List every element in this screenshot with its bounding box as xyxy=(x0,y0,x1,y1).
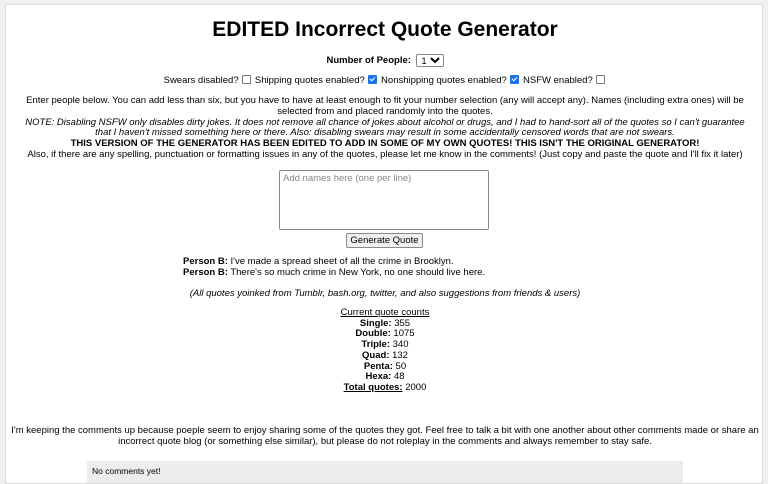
instructions xyxy=(20,96,750,161)
page-title: EDITED Incorrect Quote Generator xyxy=(212,18,558,41)
quote-text: There's so much crime in New York, no one should live here. xyxy=(227,267,486,278)
count-value: 48 xyxy=(393,371,405,383)
people-count-select[interactable] xyxy=(416,54,444,67)
generate-quote-button[interactable]: Generate Quote xyxy=(346,233,423,248)
count-value: 50 xyxy=(395,360,407,372)
quote-speaker: Person B: xyxy=(183,267,228,278)
options-row xyxy=(6,75,763,87)
nsfw-label: NSFW enabled? xyxy=(523,75,593,86)
count-value: 355 xyxy=(394,317,411,329)
total-value: 2000 xyxy=(405,381,427,393)
people-count-label: Number of People: xyxy=(326,55,411,67)
count-total-row xyxy=(6,383,763,394)
names-input[interactable] xyxy=(279,170,489,230)
total-label: Total quotes: xyxy=(343,381,403,393)
people-count-row xyxy=(6,54,763,67)
no-comments-text: No comments yet! xyxy=(92,466,161,476)
nonshipping-label: Nonshipping quotes enabled? xyxy=(381,75,507,86)
count-value: 340 xyxy=(392,339,409,351)
nsfw-checkbox[interactable] xyxy=(596,75,605,84)
comments-section xyxy=(87,461,683,484)
count-value: 1075 xyxy=(393,328,415,340)
shipping-checkbox[interactable] xyxy=(368,75,377,84)
count-label: Penta: xyxy=(363,360,393,372)
quote-counts xyxy=(6,308,763,394)
counts-heading: Current quote counts xyxy=(340,307,430,318)
count-label: Single: xyxy=(359,317,392,329)
count-value: 132 xyxy=(392,349,408,361)
count-label: Quad: xyxy=(362,349,390,361)
count-label: Hexa: xyxy=(365,371,392,383)
quote-line xyxy=(183,256,603,267)
credits-text: (All quotes yoinked from Tumblr, bash.org, twitter, and also suggestions from friends & users) xyxy=(189,288,581,299)
edited-warning: THIS VERSION OF THE GENERATOR HAS BEEN EDITED TO ADD IN SOME OF MY OWN QUOTES! THIS ISN'T THE ORIGINAL GENERATOR! xyxy=(70,138,700,150)
instructions-text: Enter people below. You can add less than six, but you have to have at least enough to fit your number selection (any will accept any). Names (including extra ones) will be selected from and placed randomly into the quotes. xyxy=(26,95,744,117)
quote-speaker: Person B: xyxy=(183,256,228,267)
count-label: Double: xyxy=(355,328,391,340)
quote-text: I've made a spread sheet of all the crime in Brooklyn. xyxy=(227,256,454,267)
nsfw-note: NOTE: Disabling NSFW only disables dirty jokes. It does not remove all chance of jokes about alcohol or drugs, and I had to hand-sort all of the quotes so I can't guarantee that I haven't missed something here or there. Also: disabling swears may result in some accidentally censored words that are not swears. xyxy=(25,116,745,139)
swears-label: Swears disabled? xyxy=(163,75,239,86)
swears-checkbox[interactable] xyxy=(242,75,251,84)
count-label: Triple: xyxy=(361,339,390,351)
feedback-note: Also, if there are any spelling, punctuation or formatting issues in any of the quotes, please let me know in the comments! (Just copy and paste the quote and I'll fix it later) xyxy=(27,148,743,160)
quote-line xyxy=(183,267,603,278)
generated-quote xyxy=(183,256,603,278)
nonshipping-checkbox[interactable] xyxy=(510,75,519,84)
comments-note: I'm keeping the comments up because poeple seem to enjoy sharing some of the quotes they got. Feel free to talk a bit with one another about other comments made or share an incorrect quote blog (or something else similar), but please do not roleplay in the comments and always remember to stay safe. xyxy=(11,425,759,447)
page-container xyxy=(5,4,763,484)
shipping-label: Shipping quotes enabled? xyxy=(254,75,365,86)
